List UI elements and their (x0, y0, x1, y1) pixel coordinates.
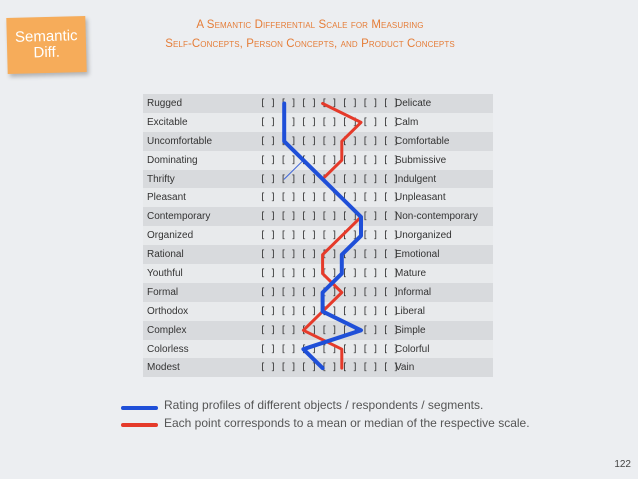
left-adjective: Colorless (147, 343, 189, 355)
right-adjective: Submissive (395, 154, 447, 166)
left-adjective: Complex (147, 324, 187, 336)
left-adjective: Rugged (147, 97, 183, 109)
sticky-line-1: Semantic (14, 27, 78, 46)
rating-brackets: [ ] [ ] [ ] [ ] [ ] [ ] [ ] (260, 343, 399, 355)
legend-text-1: Rating profiles of different objects / respondents / segments. (164, 398, 484, 412)
rating-brackets: [ ] [ ] [ ] [ ] [ ] [ ] [ ] (260, 97, 399, 109)
right-adjective: Non-contemporary (395, 211, 478, 223)
profile-line-red (303, 104, 361, 369)
right-adjective: Emotional (395, 249, 440, 261)
left-adjective: Organized (147, 230, 194, 242)
left-adjective: Thrifty (147, 173, 175, 185)
title-line-2: Self-Concepts, Person Concepts, and Product Concepts (165, 38, 455, 50)
rating-brackets: [ ] [ ] [ ] [ ] [ ] [ ] [ ] (260, 135, 399, 147)
profile-line-blue (284, 104, 361, 369)
left-adjective: Uncomfortable (147, 135, 213, 147)
page-number: 122 (614, 459, 631, 470)
legend-text-2: Each point corresponds to a mean or median of the respective scale. (164, 416, 530, 430)
right-adjective: Delicate (395, 97, 432, 109)
rating-brackets: [ ] [ ] [ ] [ ] [ ] [ ] [ ] (260, 305, 399, 317)
rating-brackets: [ ] [ ] [ ] [ ] [ ] [ ] [ ] (260, 154, 399, 166)
right-adjective: Indulgent (395, 173, 437, 185)
rating-brackets: [ ] [ ] [ ] [ ] [ ] [ ] [ ] (260, 116, 399, 128)
sticky-line-2: Diff. (33, 43, 61, 62)
right-adjective: Unpleasant (395, 192, 446, 204)
legend-red-line (121, 423, 158, 427)
right-adjective: Simple (395, 324, 426, 336)
rating-brackets: [ ] [ ] [ ] [ ] [ ] [ ] [ ] (260, 324, 399, 336)
left-adjective: Formal (147, 286, 179, 298)
rating-brackets: [ ] [ ] [ ] [ ] [ ] [ ] [ ] (260, 362, 399, 374)
left-adjective: Dominating (147, 154, 198, 166)
right-adjective: Mature (395, 267, 427, 279)
right-adjective: Unorganized (395, 230, 452, 242)
rating-brackets: [ ] [ ] [ ] [ ] [ ] [ ] [ ] (260, 249, 399, 261)
left-adjective: Orthodox (147, 305, 189, 317)
right-adjective: Informal (395, 286, 432, 298)
title-line-1: A Semantic Differential Scale for Measuring (196, 19, 424, 31)
rating-brackets: [ ] [ ] [ ] [ ] [ ] [ ] [ ] (260, 230, 399, 242)
rating-brackets: [ ] [ ] [ ] [ ] [ ] [ ] [ ] (260, 192, 399, 204)
rating-brackets: [ ] [ ] [ ] [ ] [ ] [ ] [ ] (260, 173, 399, 185)
left-adjective: Modest (147, 362, 180, 374)
left-adjective: Excitable (147, 116, 188, 128)
right-adjective: Comfortable (395, 135, 450, 147)
profile-line-thin-blue (284, 160, 303, 179)
right-adjective: Colorful (395, 343, 430, 355)
right-adjective: Liberal (395, 305, 426, 317)
legend-blue-line (121, 406, 158, 410)
right-adjective: Calm (395, 116, 419, 128)
left-adjective: Pleasant (147, 192, 186, 204)
left-adjective: Rational (147, 249, 184, 261)
rating-brackets: [ ] [ ] [ ] [ ] [ ] [ ] [ ] (260, 286, 399, 298)
left-adjective: Contemporary (147, 211, 211, 223)
right-adjective: Vain (395, 362, 415, 374)
left-adjective: Youthful (147, 267, 183, 279)
rating-brackets: [ ] [ ] [ ] [ ] [ ] [ ] [ ] (260, 267, 399, 279)
rating-brackets: [ ] [ ] [ ] [ ] [ ] [ ] [ ] (260, 211, 399, 223)
